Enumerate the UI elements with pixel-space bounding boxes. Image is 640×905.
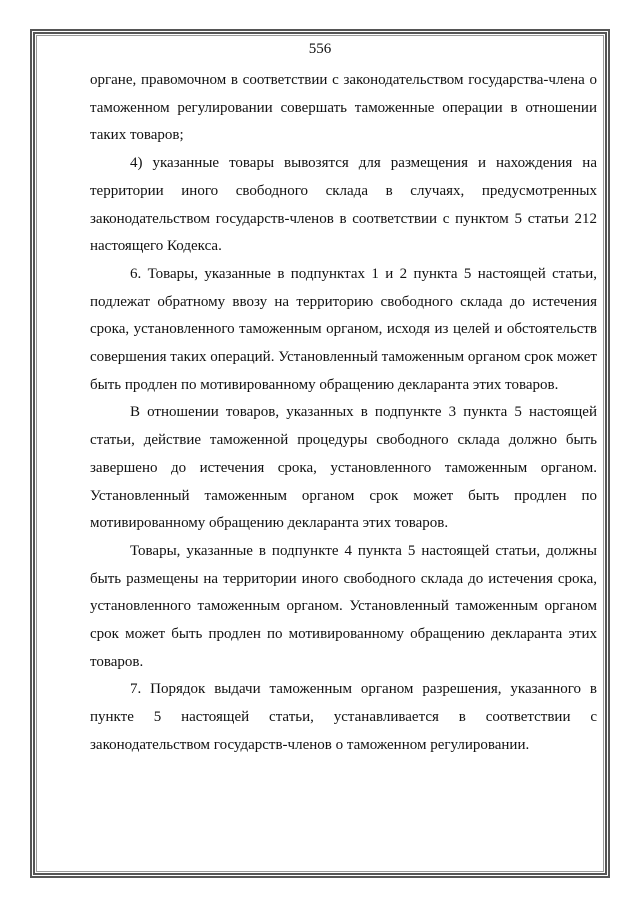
paragraph-clause-6: 6. Товары, указанные в подпунктах 1 и 2 пункта 5 настоящей статьи, подлежат обратному ввозу на территорию свободного склада до истечения срока, установленного таможенным органом, исходя из целей и обстоятельств совершения таких операций. Установленный таможенным органом срок может быть продлен по мотивированному обращению декларанта этих товаров. [90, 265, 597, 393]
paragraph-subitem-4-goods: Товары, указанные в подпункте 4 пункта 5 настоящей статьи, должны быть размещены на территории иного свободного склада до истечения срока, установленного таможенным органом. Установленный таможенным органом срок может быть продлен по мотивированному обращению декларанта этих товаров. [90, 542, 597, 670]
paragraph-continuation: органе, правомочном в соответствии с законодательством государства-члена о таможенном регулировании совершать таможенные операции в отношении таких товаров; [90, 72, 597, 144]
paragraph-subitem-4: 4) указанные товары вывозятся для размещения и нахождения на территории иного свободного склада в случаях, предусмотренных законодательством государств-членов в соответствии с пунктом 5 статьи 212 настоящего Кодекса. [90, 155, 597, 255]
paragraph-subitem-3-goods: В отношении товаров, указанных в подпункте 3 пункта 5 настоящей статьи, действие таможенной процедуры свободного склада должно быть завершено до истечения срока, установленного таможенным органом. Установленный таможенным органом срок может быть продлен по мотивированному обращению декларанта этих товаров. [90, 404, 597, 532]
paragraph-clause-7: 7. Порядок выдачи таможенным органом разрешения, указанного в пункте 5 настоящей статьи, устанавливается в соответствии с законодательством государств-членов о таможенном регулировании. [90, 681, 597, 753]
page-number: 556 [308, 41, 332, 57]
document-body [90, 67, 597, 760]
